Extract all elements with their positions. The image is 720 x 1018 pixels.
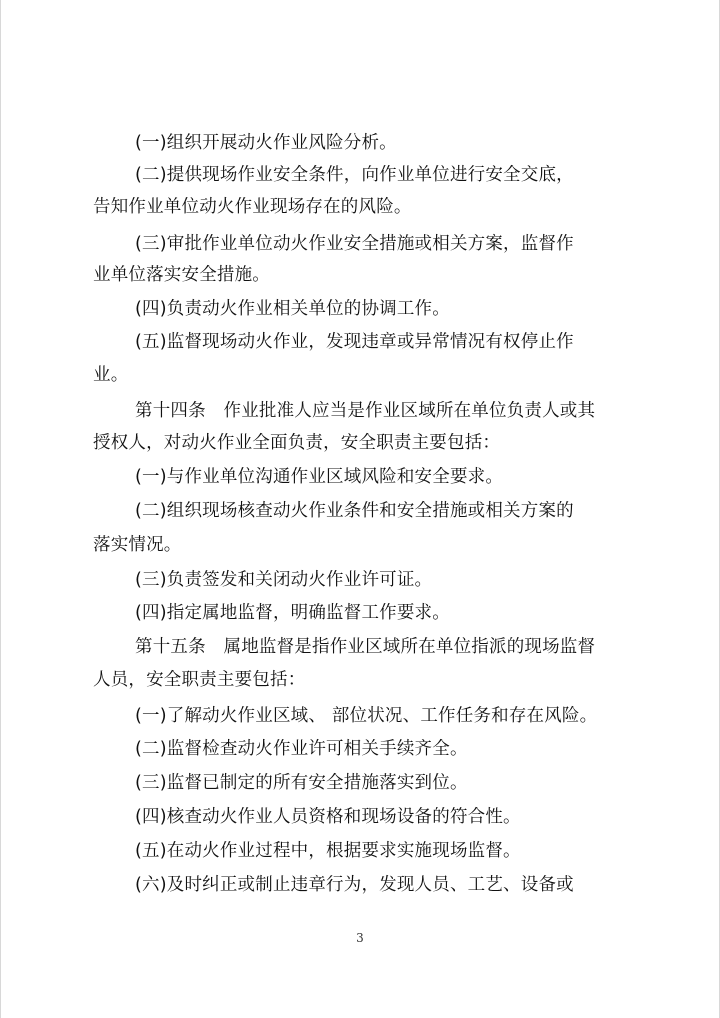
text-line: 告知作业单位动火作业现场存在的风险。 (93, 197, 412, 217)
text-line: (一)与作业单位沟通作业区域风险和安全要求。 (135, 467, 504, 487)
text-line: 人员，安全职责主要包括： (93, 670, 306, 690)
text-line: (三)审批作业单位动火作业安全措施或相关方案，监督作 (135, 234, 574, 254)
text-line: (五)在动火作业过程中，根据要求实施现场监督。 (135, 841, 521, 861)
text-line: (二)提供现场作业安全条件，向作业单位进行安全交底， (135, 165, 574, 185)
text-line: 业。 (93, 365, 129, 385)
text-line: (三)监督已制定的所有安全措施落实到位。 (135, 773, 468, 793)
text-line: (四)负责动火作业相关单位的协调工作。 (135, 299, 450, 319)
article-heading-line: 第十四条 作业批准人应当是作业区域所在单位负责人或其 (135, 401, 596, 421)
text-line: (三)负责签发和关闭动火作业许可证。 (135, 570, 433, 590)
text-line: (二)组织现场核查动火作业条件和安全措施或相关方案的 (135, 501, 574, 521)
text-line: (二)监督检查动火作业许可相关手续齐全。 (135, 739, 468, 759)
text-line: (六)及时纠正或制止违章行为，发现人员、工艺、设备或 (135, 875, 574, 895)
text-line: 授权人，对动火作业全面负责，安全职责主要包括： (93, 433, 501, 453)
text-line: 落实情况。 (93, 535, 182, 555)
text-line: (五)监督现场动火作业，发现违章或异常情况有权停止作 (135, 332, 574, 352)
text-line: (一)组织开展动火作业风险分析。 (135, 133, 397, 153)
text-line: (四)指定属地监督，明确监督工作要求。 (135, 603, 450, 623)
article-heading-line: 第十五条 属地监督是指作业区域所在单位指派的现场监督 (135, 637, 596, 657)
text-line: (四)核查动火作业人员资格和现场设备的符合性。 (135, 807, 521, 827)
text-line: (一)了解动火作业区域、 部位状况、工作任务和存在风险。 (135, 706, 598, 726)
text-line: 业单位落实安全措施。 (93, 265, 270, 285)
page-number: 3 (356, 931, 364, 945)
